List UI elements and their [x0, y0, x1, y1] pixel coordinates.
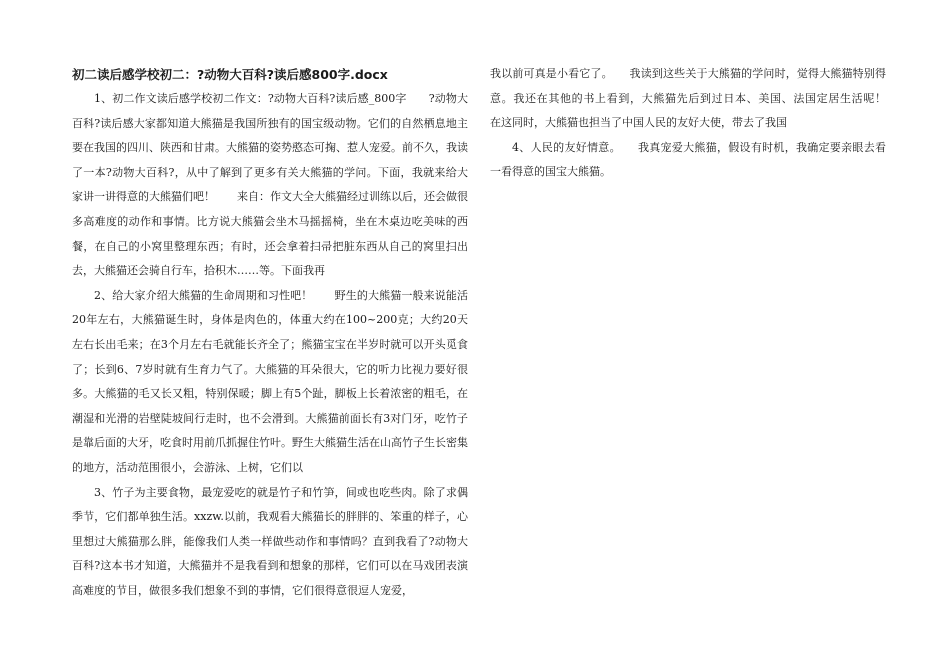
paragraph-2: 2、给大家介绍大熊猫的生命周期和习性吧！ 野生的大熊猫一般来说能活20年左右，大熊猫诞生时，身体是肉色的，体重大约在100~200克；大约20天左右长出毛来；在3个月左右毛就能长齐全了；熊猫宝宝在半岁时就可以开头觅食了；长到6、7岁时就有生育力气了。大熊猫的耳朵很大，它的听力比视力要好很多。大熊猫的毛又长又粗，特别保暖；脚上有5个趾，脚板上长着浓密的粗毛，在潮湿和光滑的岩壁陡坡间行走时，也不会滑到。大熊猫前面长有3对门牙，吃竹子是靠后面的大牙，吃食时用前爪抓握住竹叶。野生大熊猫生活在山高竹子生长密集的地方，活动范围很小，会游泳、上树，它们以 [72, 288, 468, 474]
paragraph-4: 4、人民的友好情意。 我真宠爱大熊猫，假设有时机，我确定要亲眼去看一看得意的国宝大熊猫。 [490, 140, 886, 179]
left-column [72, 62, 468, 603]
paragraph-3: 3、竹子为主要食物，最宠爱吃的就是竹子和竹笋，间或也吃些肉。除了求偶季节，它们都单独生活。xxzw.以前，我观看大熊猫长的胖胖的、笨重的样子，心里想过大熊猫那么胖，能像我们人类一样做些动作和事情吗？直到我看了?动物大百科?这本书才知道，大熊猫并不是我看到和想象的那样，它们可以在马戏团表演高难度的节目，做很多我们想象不到的事情，它们很得意很逗人宠爱， [72, 485, 468, 597]
paragraph-1: 1、初二作文读后感学校初二作文：?动物大百科?读后感_800字 ?动物大百科?读后感大家都知道大熊猫是我国所独有的国宝级动物。它们的自然栖息地主要在我国的四川、陕西和甘肃。大熊猫的姿势憨态可掬、惹人宠爱。前不久，我读了一本?动物大百科?，从中了解到了更多有关大熊猫的学问。下面，我就来给大家讲一讲得意的大熊猫们吧！ 来自：作文大全大熊猫经过训练以后，还会做很多高难度的动作和事情。比方说大熊猫会坐木马摇摇椅，坐在木桌边吃美味的西餐，在自己的小窝里整理东西；有时，还会拿着扫帚把脏东西从自己的窝里扫出去，大熊猫还会骑自行车，拾积木……等。下面我再 [72, 92, 468, 278]
right-column [490, 62, 908, 185]
paragraph-3-continued: 我以前可真是小看它了。 我读到这些关于大熊猫的学问时，觉得大熊猫特别得意。我还在其他的书上看到，大熊猫先后到过日本、美国、法国定居生活呢！ 在这同时，大熊猫也担当了中国人民的友好大使，带去了我国 [490, 67, 908, 130]
document-title: 初二读后感学校初二：?动物大百科?读后感800字.docx [72, 67, 388, 82]
